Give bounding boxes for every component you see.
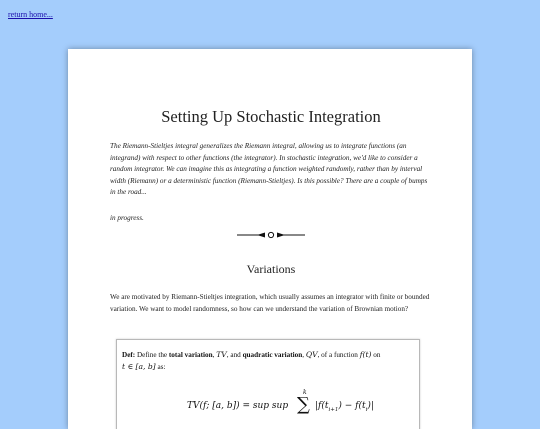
divider-ornament-icon	[237, 231, 305, 239]
definition-text-5: as:	[157, 363, 166, 371]
definition-text: Def: Define the total variation, TV, and quadratic variation, QV, of a function f(t) on t ∈ [a, b] as:	[122, 350, 381, 371]
term-quadratic-variation: quadratic variation	[242, 351, 303, 359]
definition-text-1: Define the	[136, 351, 168, 359]
definition-text-3: , of a function	[317, 351, 358, 359]
symbol-tv: TV	[216, 350, 227, 359]
symbol-interval: t ∈ [a, b]	[122, 362, 156, 371]
status-note: in progress.	[110, 214, 144, 222]
term-total-variation: total variation	[168, 351, 213, 359]
formula-sum-symbol: ∑	[297, 394, 310, 415]
intro-paragraph: The Riemann-Stieltjes integral generalizes the Riemann integral, allowing us to integrate functions (an integrand) with respect to other functions (the integrator). In stochastic integration, we'd like to consider a random integrator. We can imagine this as integrating a function weighted randomly, rather than by interval width (Riemann) or a deterministic function (Riemann-Stieltjes). Is this possible? There are a couple of bumps in the road...	[110, 142, 428, 196]
article-card	[68, 49, 472, 429]
formula-rhs: $|f(t_{i+1}) - f(t_i)|$	[315, 401, 374, 413]
definition-box	[116, 339, 420, 429]
symbol-f-t: f(t)	[359, 350, 372, 359]
formula-lhs: TV(f; [a, b]) = sup sup	[187, 401, 289, 411]
formula-sum-top: k	[303, 389, 307, 396]
section-heading-variations: Variations	[246, 262, 296, 276]
page-title: Setting Up Stochastic Integration	[161, 107, 381, 126]
total-variation-formula	[187, 390, 387, 420]
return-home-link[interactable]: return home...	[8, 10, 53, 19]
definition-text-2: , and	[226, 351, 241, 359]
symbol-qv: QV	[305, 350, 318, 359]
definition-label: Def:	[122, 351, 136, 359]
definition-text-4: on	[373, 351, 381, 359]
section-paragraph: We are motivated by Riemann-Stieltjes integration, which usually assumes an integrator with finite or bounded variation. We want to model randomness, so how can we understand the variation of Brownian motion?	[110, 293, 430, 314]
